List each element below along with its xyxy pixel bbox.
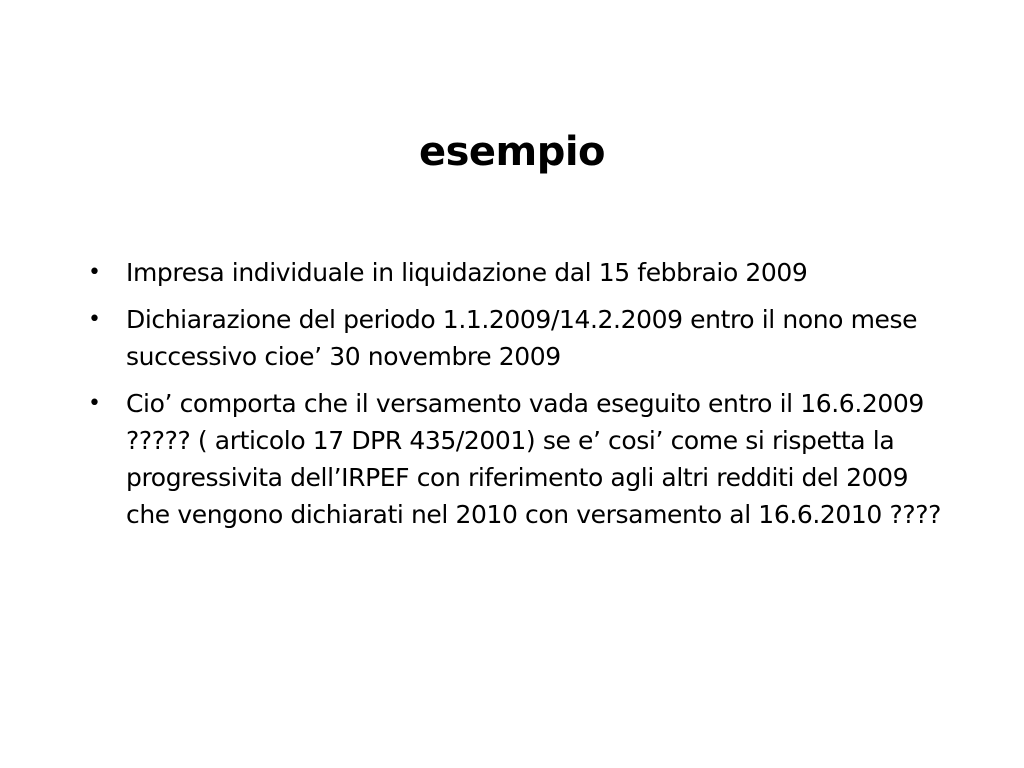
bullet-item-3 [88,385,948,533]
bullet-icon: • [88,391,101,416]
bullet-text: Cio’ comporta che il versamento vada eseguito entro il 16.6.2009 ????? ( articolo 17 DPR 435/2001) se e’ cosi’ come si rispetta la progressivita dell’IRPEF con riferimento agli altri redditi del 2009 che vengono dichiarati nel 2010 con versamento al 16.6.2010 ???? [126,389,941,529]
bullet-text: Impresa individuale in liquidazione dal 15 febbraio 2009 [126,258,808,287]
bullet-item-1 [88,254,948,291]
bullet-item-2 [88,301,948,375]
bullet-text: Dichiarazione del periodo 1.1.2009/14.2.2009 entro il nono mese successivo cioe’ 30 novembre 2009 [126,305,918,371]
bullet-icon: • [88,260,101,285]
bullet-list [88,254,948,543]
slide-title: esempio [418,129,606,175]
bullet-icon: • [88,307,101,332]
